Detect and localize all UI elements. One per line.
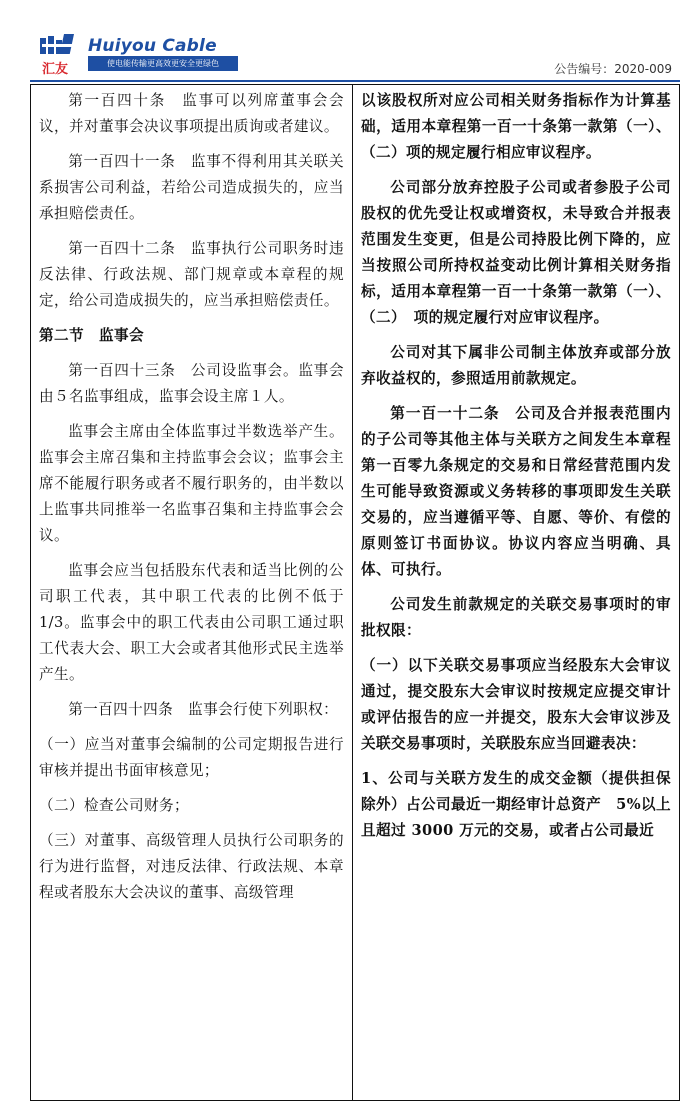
left-column-paragraph: 第一百四十四条 监事会行使下列职权： <box>68 701 339 718</box>
left-column-paragraph: 监事会主席由全体监事过半数选举产生。监事会主席召集和主持监事会会议；监事会主席不能履行职务或者不履行职务的，由半数以上监事共同推举一名监事召集和主持监事会会议。 <box>39 423 344 544</box>
left-column-paragraph: 第一百四十二条 监事执行公司职务时违反法律、行政法规、部门规章或本章程的规定，给公司造成损失的，应当承担赔偿责任。 <box>39 240 344 309</box>
logo-slogan-banner: 使电能传输更高效更安全更绿色 <box>88 56 238 71</box>
right-column-paragraph: 第一百一十二条 公司及合并报表范围内的子公司等其他主体与关联方之间发生本章程第一百零九条规定的交易和日常经营范围内发生可能导致资源或义务转移的事项即发生关联交易的，应当遵循平等、自愿、等价、有偿的原则签订书面协议。协议内容应当明确、具体、可执行。 <box>361 405 671 578</box>
right-column-paragraph: 1、公司与关联方发生的成交金额（提供担保除外）占公司最近一期经审计总资产 5%以上且超过 3000 万元的交易，或者占公司最近 <box>361 770 671 839</box>
right-column-paragraph: 以该股权所对应公司相关财务指标作为计算基础，适用本章程第一百一十条第一款第（一）、（二）项的规定履行相应审议程序。 <box>361 92 671 161</box>
header-divider <box>30 80 680 82</box>
right-column-paragraph: 公司对其下属非公司制主体放弃或部分放弃收益权的，参照适用前款规定。 <box>361 344 671 387</box>
left-column-paragraph: 第一百四十条 监事可以列席董事会会议，并对董事会决议事项提出质询或者建议。 <box>39 92 344 135</box>
right-column-paragraph: 公司发生前款规定的关联交易事项时的审批权限： <box>361 596 671 639</box>
page-header <box>0 0 700 90</box>
left-column-paragraph: 监事会应当包括股东代表和适当比例的公司职工代表，其中职工代表的比例不低于1/3。监事会中的职工代表由公司职工通过职工代表大会、职工大会或者其他形式民主选举产生。 <box>39 562 344 683</box>
company-logo <box>38 34 219 77</box>
comparison-table <box>30 84 680 1101</box>
left-column-paragraph: （二）检查公司财务； <box>39 797 189 814</box>
logo-wordmark: Huiyou Cable <box>88 36 217 56</box>
left-column-paragraph: （一）应当对董事会编制的公司定期报告进行审核并提出书面审核意见； <box>39 736 344 779</box>
left-column-paragraph: 第一百四十三条 公司设监事会。监事会由５名监事组成，监事会设主席１人。 <box>39 362 344 405</box>
right-column-paragraph: 公司部分放弃控股子公司或者参股子公司股权的优先受让权或增资权，未导致合并报表范围发生变更，但是公司持股比例下降的，应当按照公司所持权益变动比例计算相关财务指标，适用本章程第一百一十条第一款第（一）、（二） 项的规定履行对应审议程序。 <box>361 179 671 326</box>
left-column <box>31 85 353 1100</box>
left-column-paragraph: 第二节 监事会 <box>39 327 144 344</box>
right-column <box>353 85 679 1100</box>
right-column-paragraph: （一）以下关联交易事项应当经股东大会审议通过，提交股东大会审议时按规定应提交审计或评估报告的应一并提交，股东大会审议涉及关联交易事项时，关联股东应当回避表决： <box>361 657 671 752</box>
left-column-paragraph: （三）对董事、高级管理人员执行公司职务的行为进行监督，对违反法律、行政法规、本章程或者股东大会决议的董事、高级管理 <box>39 832 344 901</box>
left-column-paragraph: 第一百四十一条 监事不得利用其关联关系损害公司利益，若给公司造成损失的，应当承担赔偿责任。 <box>39 153 344 222</box>
notice-number: 公告编号：2020-009 <box>554 62 672 76</box>
logo-chinese-text: 汇友 <box>42 62 69 77</box>
